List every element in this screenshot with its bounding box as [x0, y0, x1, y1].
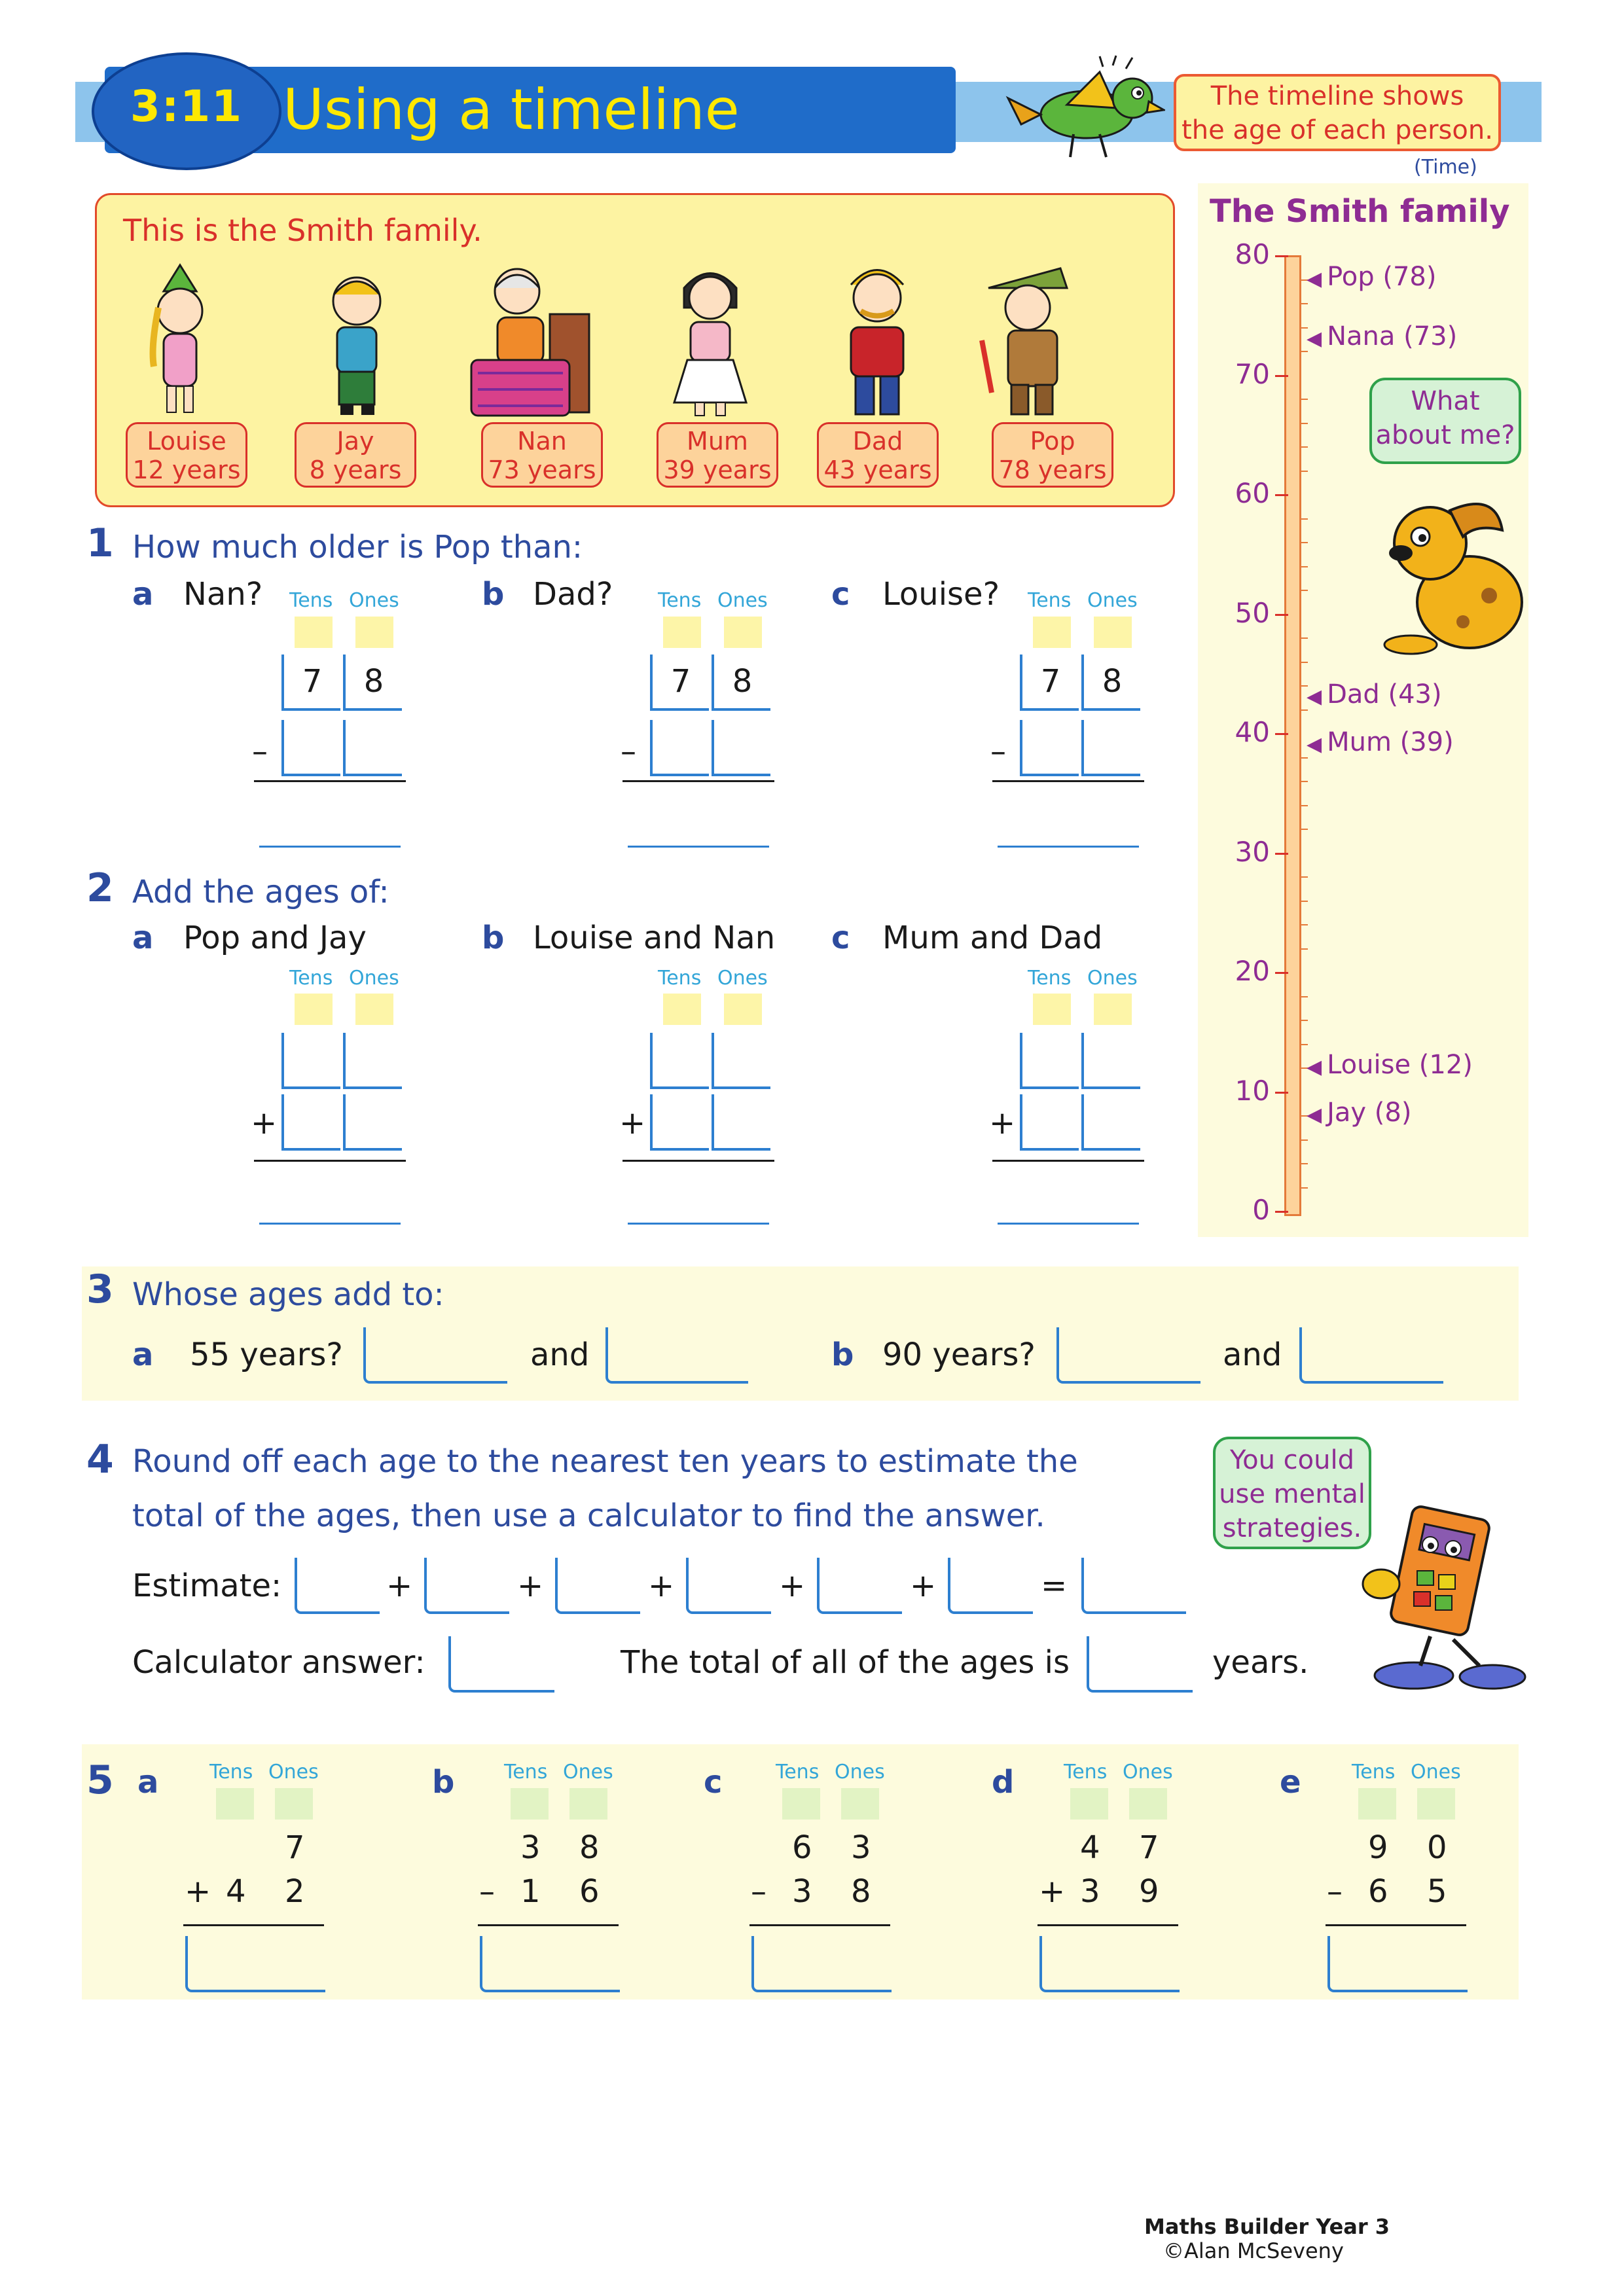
louise-figure [131, 262, 229, 419]
tens-label: Tens [1028, 967, 1072, 990]
q3a-text: 55 years? [190, 1336, 343, 1373]
sum-line [992, 780, 1144, 782]
footer-book-title: Maths Builder Year 3 [1144, 2214, 1390, 2239]
carry-box-tens[interactable] [511, 1788, 549, 1820]
operator-minus: – [990, 733, 1006, 770]
sum-line [1038, 1924, 1178, 1926]
operator-plus: + [989, 1105, 1016, 1141]
carry-box-tens[interactable] [663, 617, 701, 648]
timeline-tick [1275, 494, 1288, 496]
ones-label: Ones [268, 1761, 319, 1784]
carry-box-ones[interactable] [569, 1788, 607, 1820]
input-box-tens[interactable] [281, 720, 340, 776]
family-tag-nan [481, 422, 603, 488]
timeline-scale-label: 30 [1235, 835, 1270, 868]
plus-sign: + [910, 1568, 937, 1604]
q5-part-letter: a [137, 1764, 159, 1801]
timeline-mark-label: Nana (73) [1327, 321, 1458, 351]
q5-number: 5 [86, 1757, 114, 1803]
timeline-minor-tick [1301, 829, 1308, 830]
carry-box-tens[interactable] [295, 994, 333, 1025]
operator-minus: – [252, 733, 268, 770]
q1c-text: Louise? [882, 576, 1000, 613]
sum-line [183, 1924, 324, 1926]
estimate-box-6[interactable] [948, 1558, 1033, 1614]
q5-part-letter: c [704, 1764, 723, 1801]
timeline-mark [1307, 1098, 1411, 1128]
input-box-tens[interactable] [281, 1094, 340, 1151]
dog-illustration [1371, 484, 1532, 661]
timeline-title: The Smith family [1210, 193, 1510, 230]
timeline-tick [1275, 1092, 1288, 1094]
bottom-digit-tens: 3 [1080, 1873, 1100, 1910]
top-digit-tens: 9 [1368, 1829, 1388, 1866]
answer-line[interactable] [998, 846, 1139, 848]
time-label: (Time) [1414, 156, 1477, 179]
operator: + [1039, 1873, 1066, 1910]
answer-line[interactable] [628, 1223, 769, 1225]
timeline-minor-tick [1301, 423, 1308, 424]
estimate-box-5[interactable] [817, 1558, 902, 1614]
tens-label: Tens [658, 589, 702, 612]
operator-plus: + [251, 1105, 278, 1141]
timeline-minor-tick [1301, 1187, 1308, 1189]
digit-box-ones: 8 [343, 655, 402, 711]
timeline-minor-tick [1301, 1044, 1308, 1045]
family-intro: This is the Smith family. [123, 213, 482, 248]
timeline-minor-tick [1301, 805, 1308, 806]
timeline-minor-tick [1301, 781, 1308, 782]
top-digit-tens: 6 [792, 1829, 812, 1866]
total-answer-box[interactable] [1087, 1636, 1193, 1693]
footer-copyright: ©Alan McSeveny [1163, 2238, 1344, 2263]
timeline-mark-label: Mum (39) [1327, 727, 1454, 758]
tens-label: Tens [209, 1761, 253, 1784]
q5-part-letter: b [432, 1764, 455, 1801]
q3b-answer-2[interactable] [1299, 1327, 1443, 1384]
carry-box-tens[interactable] [1358, 1788, 1396, 1820]
timeline-mark-label: Dad (43) [1327, 679, 1442, 710]
timeline-minor-tick [1301, 471, 1308, 472]
carry-box-tens[interactable] [216, 1788, 254, 1820]
estimate-total-box[interactable] [1081, 1558, 1186, 1614]
carry-box-tens[interactable] [1033, 994, 1071, 1025]
mum-figure [655, 262, 766, 419]
top-digit-ones: 8 [579, 1829, 600, 1866]
bottom-digit-ones: 8 [851, 1873, 871, 1910]
q1-prompt: How much older is Pop than: [132, 529, 583, 565]
timeline-tick [1275, 853, 1288, 855]
timeline-note [1174, 74, 1501, 151]
family-tag-name: Dad [852, 427, 903, 456]
input-box-tens[interactable] [650, 1033, 709, 1089]
pop-figure [962, 262, 1106, 419]
tens-label: Tens [1064, 1761, 1108, 1784]
timeline-minor-tick [1301, 876, 1308, 878]
q3-prompt: Whose ages add to: [132, 1276, 444, 1313]
arrow-left-icon: ◀ [1307, 1103, 1322, 1126]
estimate-box-4[interactable] [686, 1558, 771, 1614]
sum-line [749, 1924, 890, 1926]
family-tag-jay [295, 422, 416, 488]
timeline-mark-label: Jay (8) [1327, 1098, 1412, 1128]
dog-speech-bubble [1369, 378, 1521, 464]
q3a-letter: a [132, 1336, 154, 1373]
bottom-digit-ones: 5 [1427, 1873, 1447, 1910]
sum-line [623, 780, 774, 782]
timeline-minor-tick [1301, 303, 1308, 304]
q3a-answer-1[interactable] [363, 1327, 507, 1384]
operator: – [751, 1873, 767, 1910]
dog-speech-line2: about me? [1375, 420, 1515, 450]
family-tag-name: Pop [1030, 427, 1075, 456]
ones-label: Ones [563, 1761, 613, 1784]
q2-number: 2 [86, 865, 114, 911]
q3a-answer-2[interactable] [605, 1327, 748, 1384]
timeline-scale-label: 10 [1235, 1074, 1270, 1107]
carry-box-ones[interactable] [1417, 1788, 1455, 1820]
carry-box-tens[interactable] [782, 1788, 820, 1820]
input-box-ones[interactable] [1081, 1094, 1140, 1151]
input-box-ones[interactable] [712, 1033, 770, 1089]
sum-line [992, 1160, 1144, 1162]
timeline-scale-label: 70 [1235, 357, 1270, 390]
nan-figure [458, 262, 602, 419]
plus-sign: + [386, 1568, 413, 1604]
top-digit-ones: 7 [285, 1829, 305, 1866]
carry-box-ones[interactable] [1094, 994, 1132, 1025]
estimate-box-3[interactable] [555, 1558, 640, 1614]
ones-label: Ones [835, 1761, 885, 1784]
bottom-digit-tens: 3 [792, 1873, 812, 1910]
bottom-digit-tens: 4 [226, 1873, 246, 1910]
answer-line[interactable] [259, 1223, 401, 1225]
top-digit-ones: 3 [851, 1829, 871, 1866]
timeline-mark-label: Pop (78) [1327, 261, 1437, 292]
timeline-minor-tick [1301, 566, 1308, 567]
bottom-digit-tens: 1 [520, 1873, 541, 1910]
carry-box-ones[interactable] [275, 1788, 313, 1820]
timeline-minor-tick [1301, 1020, 1308, 1021]
family-tag-age: 12 years [132, 456, 241, 484]
input-box-tens[interactable] [650, 720, 709, 776]
family-tag-pop [992, 422, 1113, 488]
input-box-ones[interactable] [343, 720, 402, 776]
tip-line3: strategies. [1222, 1513, 1362, 1543]
timeline-minor-tick [1301, 901, 1308, 902]
q2-prompt: Add the ages of: [132, 874, 389, 910]
sum-line [254, 780, 406, 782]
bottom-digit-ones: 2 [285, 1873, 305, 1910]
digit-box-tens: 7 [281, 655, 340, 711]
q2a-text: Pop and Jay [183, 920, 367, 956]
answer-line[interactable] [259, 846, 401, 848]
q2c-letter: c [831, 920, 850, 956]
timeline-minor-tick [1301, 996, 1308, 997]
digit-box-tens: 7 [1020, 655, 1079, 711]
tens-label: Tens [289, 967, 333, 990]
q3b-answer-1[interactable] [1056, 1327, 1200, 1384]
family-tag-age: 8 years [309, 456, 402, 484]
page-title: Using a timeline [283, 77, 740, 143]
carry-box-tens[interactable] [1070, 1788, 1108, 1820]
timeline-minor-tick [1301, 446, 1308, 448]
q4-line1: Round off each age to the nearest ten years to estimate the [132, 1443, 1078, 1480]
answer-box[interactable] [1327, 1936, 1468, 1992]
timeline-scale-label: 50 [1235, 596, 1270, 629]
sum-line [1326, 1924, 1466, 1926]
arrow-left-icon: ◀ [1307, 267, 1322, 291]
ones-label: Ones [1123, 1761, 1173, 1784]
timeline-minor-tick [1301, 518, 1308, 520]
q5-part-letter: d [992, 1764, 1015, 1801]
answer-line[interactable] [998, 1223, 1139, 1225]
input-box-tens[interactable] [650, 1094, 709, 1151]
family-tag-age: 43 years [823, 456, 932, 484]
q4-line2: total of the ages, then use a calculator to find the answer. [132, 1498, 1045, 1534]
timeline-tick [1275, 375, 1288, 377]
answer-line[interactable] [628, 846, 769, 848]
input-box-ones[interactable] [712, 1094, 770, 1151]
family-tag-name: Mum [687, 427, 748, 456]
bottom-digit-ones: 9 [1139, 1873, 1159, 1910]
answer-box[interactable] [1039, 1936, 1180, 1992]
carry-box-ones[interactable] [355, 617, 393, 648]
family-tag-age: 73 years [488, 456, 596, 484]
q3a-and: and [530, 1336, 590, 1373]
years-label: years. [1212, 1644, 1309, 1681]
ones-label: Ones [1411, 1761, 1461, 1784]
plus-sign: + [517, 1568, 544, 1604]
timeline-minor-tick [1301, 399, 1308, 400]
family-tag-name: Louise [147, 427, 226, 456]
timeline-scale-label: 40 [1235, 716, 1270, 748]
timeline-scale-label: 80 [1235, 238, 1270, 270]
timeline-minor-tick [1301, 1139, 1308, 1141]
carry-box-tens[interactable] [663, 994, 701, 1025]
timeline-scale-label: 0 [1252, 1194, 1270, 1226]
total-label: The total of all of the ages is [621, 1644, 1070, 1681]
top-digit-ones: 7 [1139, 1829, 1159, 1866]
timeline-tick [1275, 733, 1288, 735]
timeline-mark [1307, 679, 1442, 709]
q2a-letter: a [132, 920, 154, 956]
q1a-text: Nan? [183, 576, 263, 613]
q5-part-letter: e [1280, 1764, 1301, 1801]
q3b-text: 90 years? [882, 1336, 1036, 1373]
carry-box-ones[interactable] [724, 994, 762, 1025]
timeline-scale-label: 20 [1235, 955, 1270, 987]
q2b-letter: b [482, 920, 505, 956]
answer-box[interactable] [751, 1936, 892, 1992]
tip-line1: You could [1230, 1445, 1354, 1475]
input-box-tens[interactable] [1020, 720, 1079, 776]
unit-number: 3:11 [130, 81, 244, 132]
q1c-letter: c [831, 576, 850, 613]
timeline-tick [1275, 1211, 1288, 1213]
timeline-minor-tick [1301, 542, 1308, 543]
timeline-mark [1307, 321, 1457, 351]
timeline-tick [1275, 614, 1288, 616]
carry-box-ones[interactable] [1094, 617, 1132, 648]
tens-label: Tens [1352, 1761, 1396, 1784]
arrow-left-icon: ◀ [1307, 733, 1322, 757]
q1b-text: Dad? [533, 576, 613, 613]
ones-label: Ones [349, 589, 399, 612]
sum-line [478, 1924, 619, 1926]
estimate-box-2[interactable] [424, 1558, 509, 1614]
calculator-label: Calculator answer: [132, 1644, 425, 1681]
family-tag-age: 39 years [663, 456, 772, 484]
carry-box-ones[interactable] [841, 1788, 879, 1820]
estimate-box-1[interactable] [295, 1558, 380, 1614]
top-digit-tens: 3 [520, 1829, 541, 1866]
input-box-ones[interactable] [343, 1094, 402, 1151]
timeline-tick [1275, 255, 1288, 257]
q3-number: 3 [86, 1266, 114, 1312]
tens-label: Tens [776, 1761, 820, 1784]
family-tag-age: 78 years [998, 456, 1107, 484]
family-tag-name: Jay [336, 427, 374, 456]
equals-sign: = [1041, 1568, 1068, 1604]
operator: + [185, 1873, 211, 1910]
sum-line [623, 1160, 774, 1162]
ones-label: Ones [1087, 967, 1138, 990]
tip-line2: use mental [1219, 1479, 1365, 1509]
q1-number: 1 [86, 520, 114, 566]
timeline-bar [1284, 255, 1301, 1216]
tens-label: Tens [658, 967, 702, 990]
q3b-and: and [1223, 1336, 1282, 1373]
timeline-scale-label: 60 [1235, 477, 1270, 509]
sum-line [254, 1160, 406, 1162]
q2c-text: Mum and Dad [882, 920, 1103, 956]
tip-speech-bubble [1213, 1437, 1371, 1549]
ones-label: Ones [717, 967, 768, 990]
input-box-ones[interactable] [1081, 1033, 1140, 1089]
operator: – [479, 1873, 495, 1910]
q1a-letter: a [132, 576, 154, 613]
digit-box-ones: 8 [1081, 655, 1140, 711]
top-digit-ones: 0 [1427, 1829, 1447, 1866]
timeline-mark [1307, 727, 1454, 757]
timeline-minor-tick [1301, 948, 1308, 950]
calculator-answer-box[interactable] [448, 1636, 554, 1693]
arrow-left-icon: ◀ [1307, 1056, 1322, 1079]
timeline-mark-label: Louise (12) [1327, 1050, 1473, 1080]
input-box-tens[interactable] [1020, 1094, 1079, 1151]
q2b-text: Louise and Nan [533, 920, 776, 956]
timeline-note-line2: the age of each person. [1182, 115, 1493, 145]
jay-figure [308, 262, 406, 419]
timeline-tick [1275, 972, 1288, 974]
carry-box-ones[interactable] [1129, 1788, 1167, 1820]
top-digit-tens: 4 [1080, 1829, 1100, 1866]
input-box-ones[interactable] [1081, 720, 1140, 776]
operator-plus: + [619, 1105, 646, 1141]
timeline-minor-tick [1301, 637, 1308, 639]
input-box-tens[interactable] [281, 1033, 340, 1089]
answer-box[interactable] [480, 1936, 620, 1992]
timeline-minor-tick [1301, 662, 1308, 663]
family-tag-name: Nan [517, 427, 567, 456]
input-box-tens[interactable] [1020, 1033, 1079, 1089]
bottom-digit-ones: 6 [579, 1873, 600, 1910]
answer-box[interactable] [185, 1936, 325, 1992]
timeline-minor-tick [1301, 1163, 1308, 1164]
timeline-mark [1307, 262, 1436, 292]
carry-box-ones[interactable] [355, 994, 393, 1025]
family-tag-dad [817, 422, 939, 488]
ones-label: Ones [1087, 589, 1138, 612]
family-tag-louise [126, 422, 247, 488]
plus-sign: + [648, 1568, 675, 1604]
calculator-character-illustration [1355, 1499, 1528, 1695]
parrot-illustration [1001, 52, 1165, 164]
tens-label: Tens [289, 589, 333, 612]
tens-label: Tens [504, 1761, 548, 1784]
dog-speech-line1: What [1411, 386, 1480, 416]
tens-label: Tens [1028, 589, 1072, 612]
input-box-ones[interactable] [712, 720, 770, 776]
carry-box-tens[interactable] [295, 617, 333, 648]
operator-minus: – [621, 733, 636, 770]
timeline-mark [1307, 1050, 1473, 1080]
timeline-note-line1: The timeline shows [1210, 81, 1464, 111]
carry-box-tens[interactable] [1033, 617, 1071, 648]
carry-box-ones[interactable] [724, 617, 762, 648]
ones-label: Ones [349, 967, 399, 990]
dad-figure [821, 262, 933, 419]
timeline-minor-tick [1301, 924, 1308, 925]
q4-number: 4 [86, 1437, 114, 1482]
bottom-digit-tens: 6 [1368, 1873, 1388, 1910]
digit-box-ones: 8 [712, 655, 770, 711]
plus-sign: + [779, 1568, 806, 1604]
family-tag-mum [657, 422, 778, 488]
input-box-ones[interactable] [343, 1033, 402, 1089]
q3b-letter: b [831, 1336, 854, 1373]
ones-label: Ones [717, 589, 768, 612]
estimate-label: Estimate: [132, 1568, 282, 1604]
digit-box-tens: 7 [650, 655, 709, 711]
arrow-left-icon: ◀ [1307, 327, 1322, 350]
arrow-left-icon: ◀ [1307, 685, 1322, 709]
q1b-letter: b [482, 576, 505, 613]
operator: – [1327, 1873, 1343, 1910]
timeline-minor-tick [1301, 590, 1308, 591]
